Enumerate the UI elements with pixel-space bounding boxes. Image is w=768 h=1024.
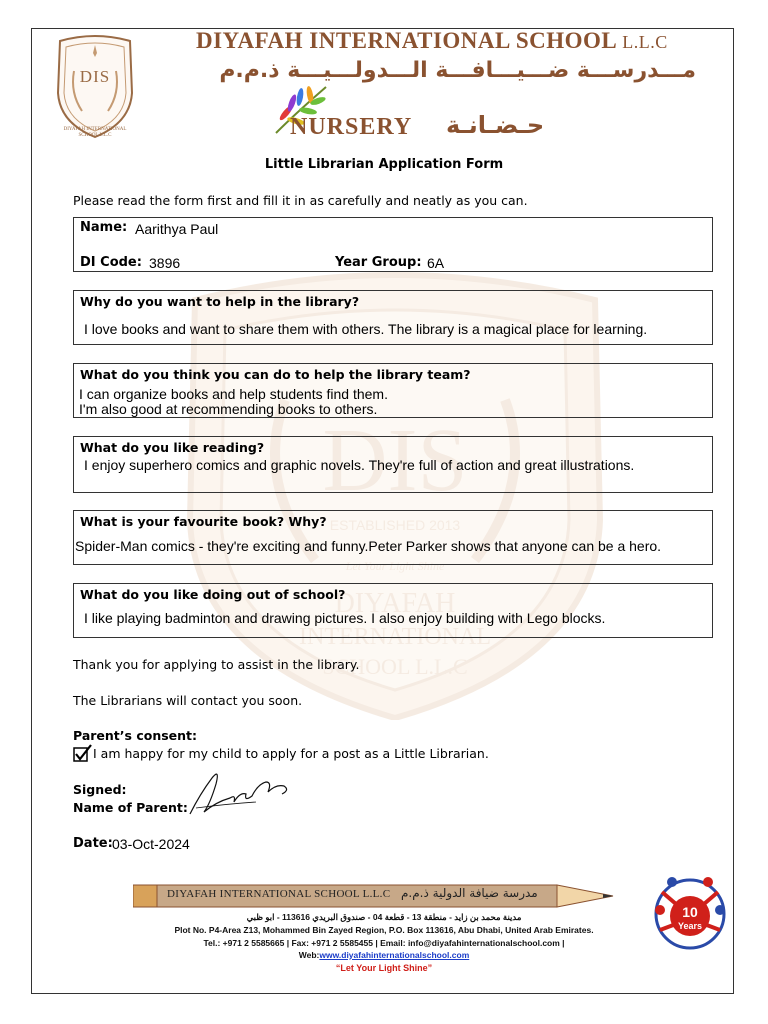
footer-web-label: Web: xyxy=(298,950,320,960)
watermark-line2: INTERNATIONAL xyxy=(299,624,491,650)
question-box xyxy=(73,510,713,565)
crest-subtitle: DIYAFAH INTERNATIONAL SCHOOL L.L.C xyxy=(63,127,127,138)
school-name-main: DIYAFAH INTERNATIONAL SCHOOL xyxy=(196,28,616,53)
name-value[interactable]: Aarithya Paul xyxy=(135,221,219,237)
watermark-motto: Let Your Light Shine xyxy=(345,559,445,573)
watermark-line3: SCHOOL L.L.C xyxy=(322,654,468,679)
thank-you-text: Thank you for applying to assist in the library. xyxy=(73,657,360,672)
pencil-school-name: DIYAFAH INTERNATIONAL SCHOOL L.L.C xyxy=(167,888,391,900)
year-group-value[interactable]: 6A xyxy=(427,255,445,271)
question-box xyxy=(73,290,713,345)
section-title-arabic: حـضـانـة xyxy=(446,111,545,139)
parent-name-label: Name of Parent: xyxy=(73,800,188,815)
di-code-label: DI Code: xyxy=(80,255,142,270)
answer-text[interactable]: I can organize books and help students find them. xyxy=(79,386,388,402)
question-label: What is your favourite book? Why? xyxy=(80,514,327,529)
watermark-letters: DIS xyxy=(322,411,468,510)
badge-word: Years xyxy=(677,921,703,931)
footer-web-link[interactable]: www.diyafahinternationalschool.com xyxy=(319,950,470,960)
question-box xyxy=(73,583,713,638)
answer-text-line2[interactable]: I'm also good at recommending books to others. xyxy=(79,401,378,417)
question-label: What do you like reading? xyxy=(80,440,265,455)
form-title: Little Librarian Application Form xyxy=(264,157,504,172)
pencil-school-name-arabic: مدرسة ضيافة الدولية ذ.م.م xyxy=(401,886,538,900)
year-group-label: Year Group: xyxy=(335,255,422,270)
checkmark-icon xyxy=(73,744,93,764)
di-code-value[interactable]: 3896 xyxy=(149,255,181,271)
crest-letters: DIS xyxy=(79,67,111,86)
answer-text[interactable]: I love books and want to share them with others. The library is a magical place for learning. xyxy=(84,321,648,337)
ten-years-badge xyxy=(652,870,728,954)
question-box xyxy=(73,436,713,493)
consent-label: Parent’s consent: xyxy=(73,728,198,743)
school-crest-logo xyxy=(52,33,138,139)
answer-text[interactable]: I like playing badminton and drawing pictures. I also enjoy building with Lego blocks. xyxy=(84,610,606,626)
footer-contact: Tel.: +971 2 5585665 | Fax: +971 2 5585455 | Email: info@diyafahinternationalschool.com | xyxy=(203,938,565,948)
watermark-established: ESTABLISHED 2013 xyxy=(329,517,461,533)
form-intro: Please read the form first and fill it in as carefully and neatly as you can. xyxy=(73,193,528,208)
badge-number: 10 xyxy=(682,904,698,920)
question-label: What do you like doing out of school? xyxy=(80,587,346,602)
date-value[interactable]: 03-Oct-2024 xyxy=(112,836,190,852)
pencil-banner xyxy=(133,881,633,911)
signed-label: Signed: xyxy=(73,782,127,797)
question-box xyxy=(73,363,713,418)
date-label: Date: xyxy=(73,836,113,851)
footer-address-arabic: مدينة محمد بن زايد - منطقة 13 - قطعة 04 - صندوق البريدي 113616 - ابو ظبي xyxy=(246,912,522,922)
name-label: Name: xyxy=(80,220,128,235)
section-title: NURSERY xyxy=(290,114,413,140)
parent-signature[interactable] xyxy=(186,764,296,824)
student-details-box xyxy=(73,217,713,272)
watermark-line1: DIYAFAH xyxy=(334,588,456,619)
consent-checkbox[interactable] xyxy=(73,744,93,768)
contact-text: The Librarians will contact you soon. xyxy=(73,693,303,708)
school-name xyxy=(196,28,668,54)
answer-text[interactable]: I enjoy superhero comics and graphic novels. They're full of action and great illustrations. xyxy=(84,457,635,473)
answer-text[interactable]: Spider-Man comics - they're exciting and funny.Peter Parker shows that anyone can be a hero. xyxy=(75,538,662,554)
question-label: What do you think you can do to help the library team? xyxy=(80,367,471,382)
footer-address: Plot No. P4-Area Z13, Mohammed Bin Zayed Region, P.O. Box 113616, Abu Dhabi, United Arab Emirates. xyxy=(174,925,594,935)
footer-tagline: “Let Your Light Shine” xyxy=(335,963,433,973)
school-name-suffix: L.L.C xyxy=(622,32,668,52)
school-name-arabic: مـــدرســـة ضـــيـــافـــة الـــدولـــيـــة ذ.م.م xyxy=(219,58,696,83)
consent-text: I am happy for my child to apply for a post as a Little Librarian. xyxy=(93,746,489,761)
question-label: Why do you want to help in the library? xyxy=(80,294,360,309)
footer-web xyxy=(24,950,744,960)
